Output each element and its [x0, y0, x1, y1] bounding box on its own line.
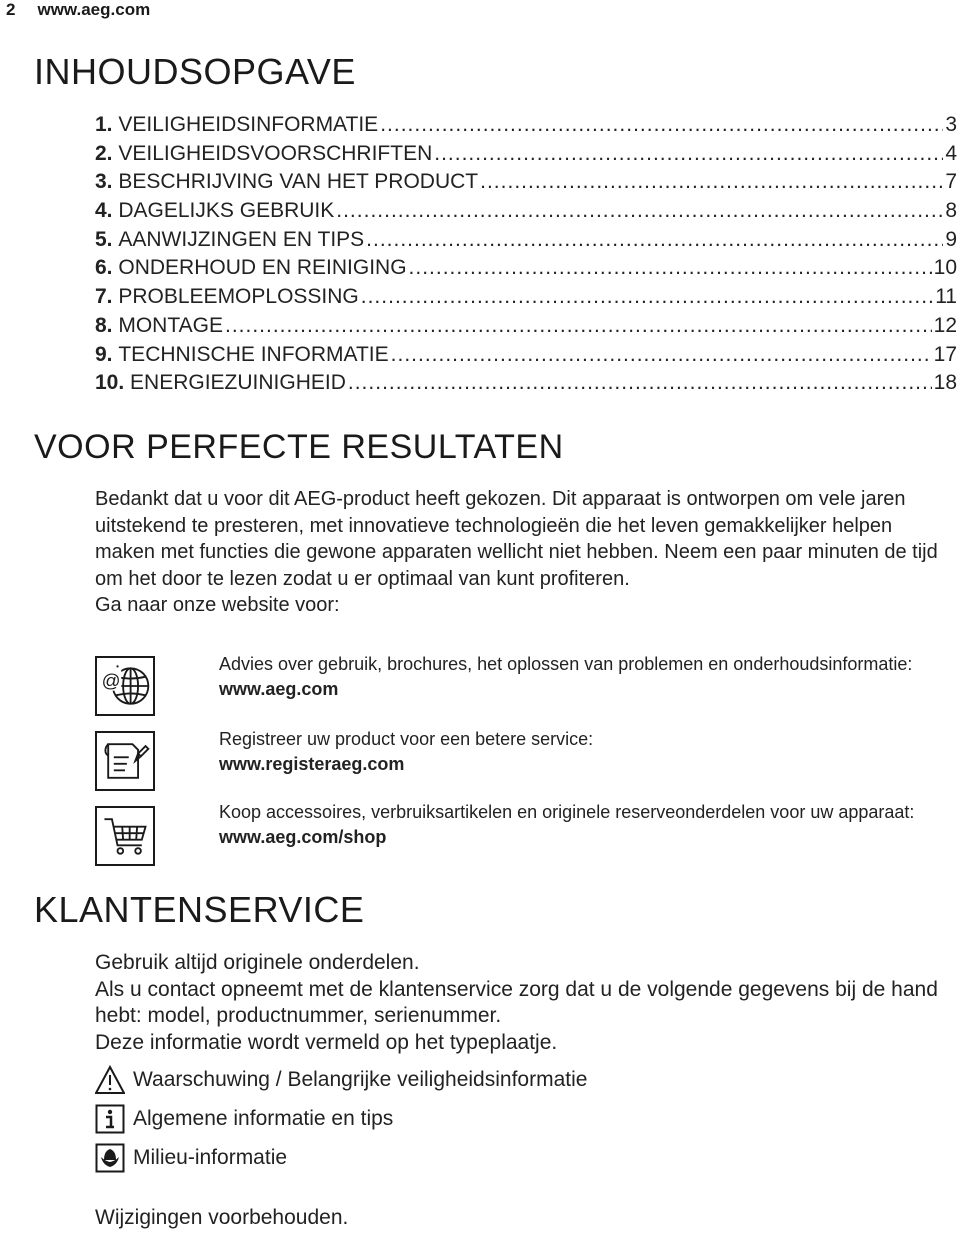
toc-item-number: 3.	[95, 170, 119, 194]
toc-leader-dots	[380, 111, 943, 139]
toc-item[interactable]	[95, 283, 957, 312]
registration-form-icon	[95, 731, 155, 791]
toc-item[interactable]	[95, 140, 957, 169]
toc-item-title: PROBLEEMOPLOSSING	[118, 285, 359, 309]
intro-paragraph: Bedankt dat u voor dit AEG-product heeft gekozen. Dit apparaat is ontworpen om vele jaren uitstekend te presteren, met innovatieve technologieën die het leven gemakkelijker helpen maken met functies die gewone apparaten wellicht niet hebben. Neem een paar minuten de tijd om het door te lezen zodat u er optimaal van kunt profiteren.	[95, 488, 938, 590]
toc-item-page: 4	[945, 141, 957, 165]
service-line: Als u contact opneemt met de klantenservice zorg dat u de volgende gegevens bij de hand hebt: model, productnummer, serienummer.	[95, 977, 938, 1027]
toc-item-number: 6.	[95, 256, 119, 280]
toc-item-title: BESCHRIJVING VAN HET PRODUCT	[118, 170, 479, 194]
link-url-shop[interactable]: www.aeg.com/shop	[219, 827, 387, 847]
header-site-link[interactable]: www.aeg.com	[37, 0, 151, 19]
web-globe-icon	[95, 656, 155, 716]
toc-item-page: 17	[933, 342, 957, 366]
toc-item-title: ONDERHOUD EN REINIGING	[118, 256, 407, 280]
footer-note: Wijzigingen voorbehouden.	[95, 1206, 349, 1229]
toc-item-title: MONTAGE	[118, 313, 223, 337]
toc-item-title: TECHNISCHE INFORMATIE	[118, 342, 389, 366]
toc-item[interactable]	[95, 312, 957, 341]
toc-item-title: AANWIJZINGEN EN TIPS	[118, 227, 365, 251]
toc-item[interactable]	[95, 254, 957, 283]
toc-item-title: DAGELIJKS GEBRUIK	[118, 199, 335, 223]
page-number: 2	[6, 0, 16, 19]
toc-leader-dots	[480, 168, 943, 196]
toc-item-page: 9	[945, 227, 957, 251]
toc-item-page: 18	[933, 371, 957, 395]
toc-item-page: 10	[933, 256, 957, 280]
legend-label: Algemene informatie en tips	[133, 1107, 394, 1130]
legend-label: Milieu-informatie	[133, 1146, 288, 1169]
toc-item[interactable]	[95, 111, 957, 140]
legend-label: Waarschuwing / Belangrijke veiligheidsinformatie	[133, 1068, 588, 1091]
link-url-aeg[interactable]: www.aeg.com	[219, 679, 339, 699]
legend-environment	[95, 1143, 287, 1173]
toc-item-page: 12	[933, 313, 957, 337]
table-of-contents	[95, 111, 957, 398]
legend-warning	[95, 1065, 587, 1095]
toc-item-page: 7	[945, 170, 957, 194]
toc-item[interactable]	[95, 369, 957, 398]
toc-item-title: VEILIGHEIDSINFORMATIE	[118, 113, 379, 136]
toc-item-page: 8	[945, 199, 957, 223]
toc-item[interactable]	[95, 341, 957, 370]
toc-item-title: VEILIGHEIDSVOORSCHRIFTEN	[118, 141, 433, 165]
toc-leader-dots	[361, 283, 933, 311]
link-block-shop	[219, 800, 949, 850]
intro-text	[95, 486, 945, 619]
toc-item-number: 7.	[95, 285, 119, 309]
toc-item-number: 5.	[95, 227, 119, 251]
toc-leader-dots	[348, 369, 932, 397]
link-description: Registreer uw product voor een betere service:	[219, 729, 594, 749]
section-heading-customer-service: KLANTENSERVICE	[34, 889, 365, 930]
toc-item-page: 3	[945, 113, 957, 136]
service-line: Deze informatie wordt vermeld op het typeplaatje.	[95, 1030, 558, 1054]
page-header	[6, 0, 150, 20]
toc-item[interactable]	[95, 197, 957, 226]
customer-service-text	[95, 950, 955, 1056]
toc-item-page: 11	[935, 285, 957, 309]
toc-item-number: 2.	[95, 141, 119, 165]
toc-item-number: 9.	[95, 342, 119, 366]
toc-item-number: 4.	[95, 199, 119, 223]
link-block-website	[219, 652, 939, 702]
svg-text:@: @	[101, 669, 121, 691]
shopping-cart-icon	[95, 806, 155, 866]
toc-item[interactable]	[95, 226, 957, 255]
toc-item-number: 1.	[95, 113, 119, 136]
toc-item-number: 10.	[95, 371, 131, 395]
section-heading-perfect-results: VOOR PERFECTE RESULTATEN	[34, 428, 564, 466]
info-icon	[95, 1104, 125, 1134]
service-line: Gebruik altijd originele onderdelen.	[95, 951, 420, 974]
legend-info	[95, 1104, 393, 1134]
toc-heading: INHOUDSOPGAVE	[34, 51, 356, 92]
link-description: Advies over gebruik, brochures, het oplossen van problemen en onderhoudsinformatie:	[219, 654, 913, 674]
toc-leader-dots	[225, 312, 932, 340]
toc-item[interactable]	[95, 168, 957, 197]
toc-leader-dots	[366, 226, 943, 254]
toc-leader-dots	[434, 140, 943, 168]
link-description: Koop accessoires, verbruiksartikelen en originele reserveonderdelen voor uw apparaat:	[219, 802, 915, 822]
warning-icon	[95, 1065, 125, 1095]
toc-leader-dots	[409, 254, 932, 282]
link-block-register	[219, 727, 939, 777]
website-intro: Ga naar onze website voor:	[95, 594, 340, 616]
link-url-register[interactable]: www.registeraeg.com	[219, 754, 405, 774]
toc-leader-dots	[391, 341, 932, 369]
toc-item-number: 8.	[95, 313, 119, 337]
toc-item-title: ENERGIEZUINIGHEID	[130, 371, 346, 395]
toc-leader-dots	[336, 197, 943, 225]
environment-icon	[95, 1143, 125, 1173]
